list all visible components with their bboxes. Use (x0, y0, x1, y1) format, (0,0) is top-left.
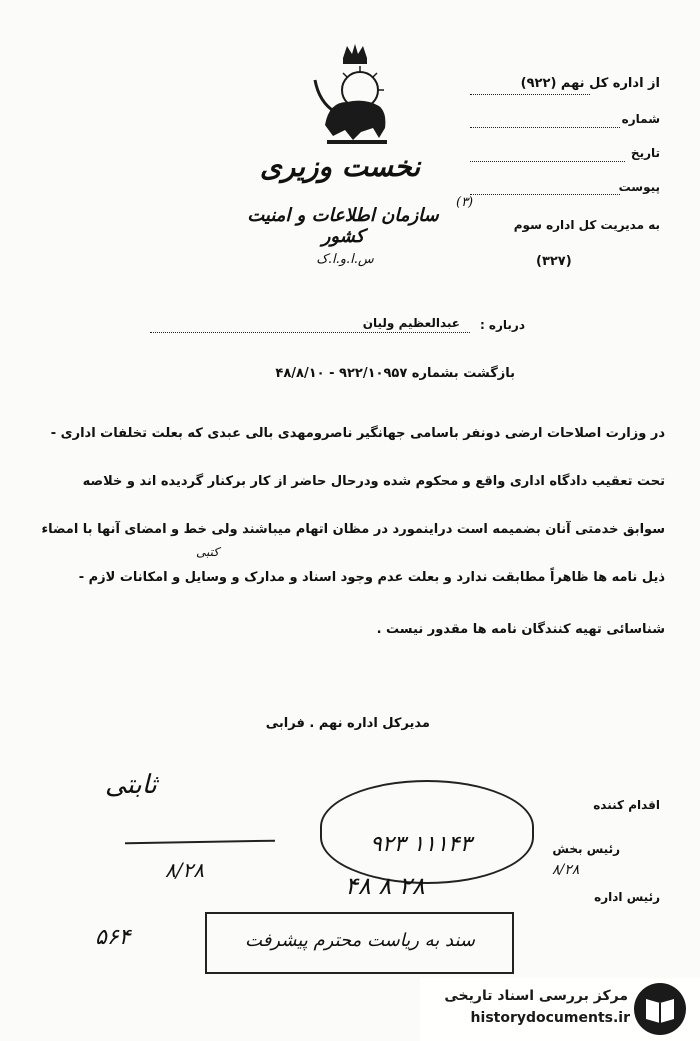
attachment-line (470, 194, 620, 195)
number-label: شماره (621, 112, 660, 126)
body-line-5: شناسائی تهیه کنندگان نامه ها مقدور نیست . (376, 622, 665, 637)
reference-line: بازگشت بشماره ۹۲۲/۱۰۹۵۷ - ۴۸/۸/۱۰ (275, 366, 515, 381)
lion-and-sun-emblem-icon (305, 40, 405, 150)
section-head-label: رئیس بخش (552, 842, 620, 856)
number-line (470, 127, 620, 128)
subject-label: درباره : (479, 318, 525, 332)
recipient-code: (۳۲۷) (536, 254, 572, 269)
office-head-label: رئیس اداره (594, 890, 660, 904)
letterhead-title: نخست وزیری (259, 150, 421, 183)
signatory: مدیرکل اداره نهم . فرابی (265, 716, 430, 731)
rectangular-stamp-text: سند به ریاست محترم پیشرفت (245, 930, 475, 951)
interlinear-note: کتبی (196, 545, 219, 559)
oval-stamp-date: ۴۸ ۸ ۲۸ (345, 872, 425, 900)
body-line-2: تحت تعقیب دادگاه اداری واقع و محکوم شده ودرحال حاضر از کار برکنار گردیده اند و خلاصه (82, 474, 665, 489)
signature-rule (125, 840, 275, 845)
date-label: تاریخ (630, 146, 660, 160)
office-underline (470, 94, 590, 95)
recipient-label: به مدیریت کل اداره سوم (513, 218, 660, 232)
watermark-url: historydocuments.ir (470, 1010, 630, 1026)
body-line-1: در وزارت اصلاحات ارضی دونفر باسامی جهانگیر ناصرومهدی بالی عبدی که بعلت تخلفات اداری - (50, 426, 665, 441)
section-head-date: ۸/۲۸ (552, 862, 580, 878)
date-line (470, 161, 625, 162)
oval-stamp-number: ۹۲۳ ۱۱۱۴۳ (370, 832, 472, 857)
attachment-label: پیوست (618, 180, 660, 194)
action-label: اقدام کننده (593, 798, 660, 812)
subject-value: عبدالعظیم ولیان (362, 316, 460, 330)
signature-mark: ثابتی (105, 770, 157, 800)
book-logo-icon (642, 993, 678, 1025)
watermark-title: مرکز بررسی اسناد تاریخی (444, 988, 628, 1004)
office-label: از اداره کل نهم (۹۲۲) (520, 76, 660, 91)
handwritten-date-left: ۸/۲۸ (165, 858, 204, 882)
letterhead-abbreviation: س.ا.و.ا.ک (316, 252, 374, 267)
letterhead-note: (۳) (456, 195, 474, 210)
body-line-3: سوابق خدمتی آنان بضمیمه است دراینمورد در مظان اتهام میباشند ولی خط و امضای آنها با امضاء (41, 522, 665, 537)
letterhead-organization: سازمان اطلاعات و امنیت کشور (247, 205, 439, 247)
body-line-4: ذیل نامه ها ظاهراً مطابقت ندارد و بعلت عدم وجود اسناد و مدارک و وسایل و امکانات لازم - (78, 570, 665, 585)
handwritten-code-left: ۵۶۴ (95, 925, 131, 950)
subject-line (150, 332, 470, 333)
